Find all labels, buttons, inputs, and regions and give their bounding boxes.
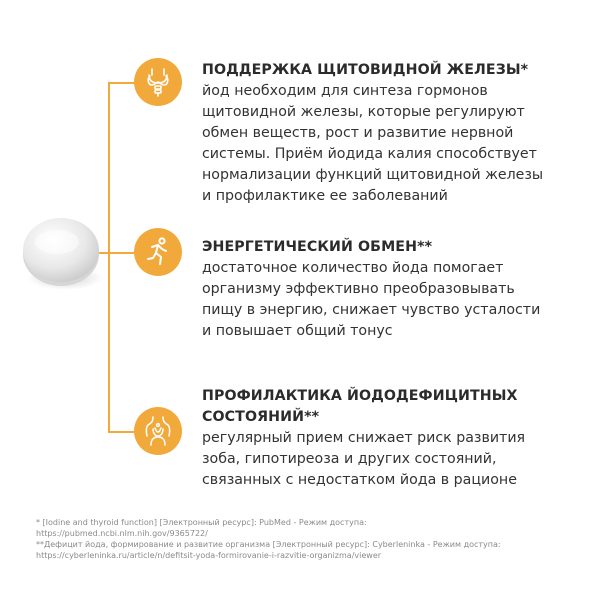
pill-image	[17, 212, 105, 294]
thyroid-icon	[134, 58, 182, 106]
footnote-line: * [Iodine and thyroid function] [Электронный ресурс]: PubMed - Режим доступа:	[36, 518, 367, 527]
body-line: организму эффективно преобразовывать	[202, 281, 515, 297]
body-line: достаточное количество йода помогает	[202, 260, 504, 276]
connector-vertical-line	[108, 82, 110, 432]
title-line: СОСТОЯНИЙ**	[202, 409, 320, 425]
body-line: обмен веществ, рост и развитие нервной	[202, 125, 514, 141]
footnotes	[36, 517, 566, 561]
body-line: пищу в энергию, снижает чувство усталости	[202, 302, 541, 318]
body-line: и повышает общий тонус	[202, 323, 393, 339]
section-energy	[202, 237, 562, 342]
body-line: йод необходим для синтеза гормонов	[202, 83, 488, 99]
body-line: системы. Приём йодида калия способствует	[202, 146, 537, 162]
section-title: ЭНЕРГЕТИЧЕСКИЙ ОБМЕН**	[202, 239, 433, 255]
connector-tick-3	[108, 431, 134, 433]
connector-tick-1	[108, 82, 134, 84]
body-line: регулярный прием снижает риск развития	[202, 430, 526, 446]
footnote-link: https://cyberleninka.ru/article/n/defitsit-yoda-formirovanie-i-razvitie-organizma/viewer	[36, 551, 382, 560]
title-line: ПРОФИЛАКТИКА ЙОДОДЕФИЦИТНЫХ	[202, 388, 518, 404]
footnote-link: https://pubmed.ncbi.nlm.nih.gov/9365722/	[36, 529, 208, 538]
body-icon	[134, 407, 182, 455]
body-line: щитовидной железы, которые регулируют	[202, 104, 525, 120]
section-prevention	[202, 386, 562, 491]
section-title	[202, 386, 562, 428]
body-line: нормализации функций щитовидной железы	[202, 167, 544, 183]
body-line: связанных с недостатком йода в рационе	[202, 472, 517, 488]
connector-tick-2	[108, 252, 134, 254]
section-body	[202, 81, 562, 207]
section-body	[202, 258, 562, 342]
running-person-icon	[134, 228, 182, 276]
footnote-line: **Дефицит йода, формирование и развитие организма [Электронный ресурс]: Cyberleninka - Режим доступа:	[36, 540, 501, 549]
section-thyroid	[202, 60, 562, 207]
body-line: зоба, гипотиреоза и других состояний,	[202, 451, 497, 467]
section-title: ПОДДЕРЖКА ЩИТОВИДНОЙ ЖЕЛЕЗЫ*	[202, 62, 529, 78]
section-body	[202, 428, 562, 491]
body-line: и профилактике ее заболеваний	[202, 188, 448, 204]
